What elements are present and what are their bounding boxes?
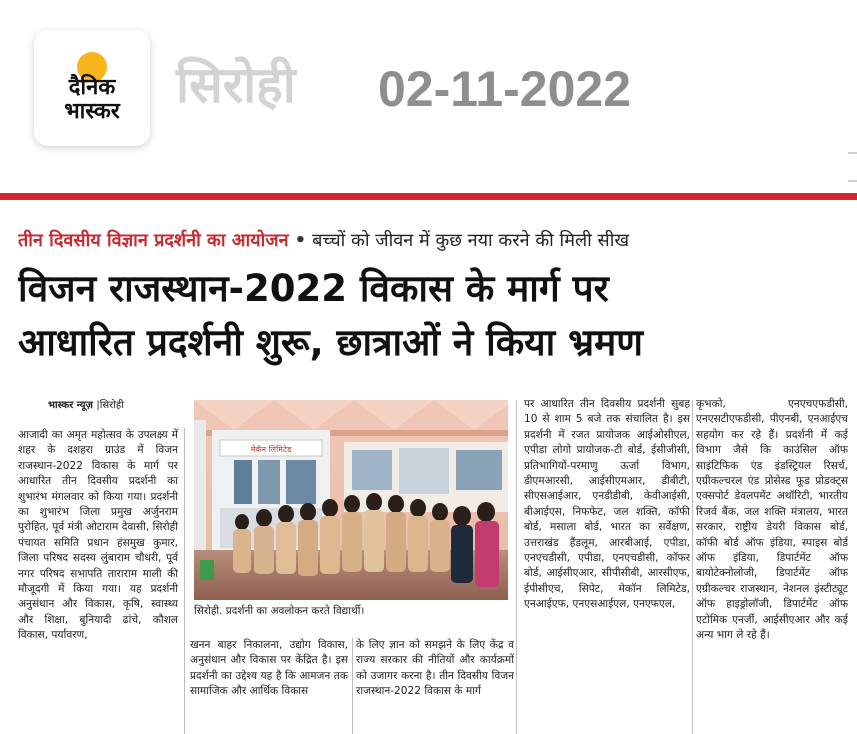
logo-line-1: दैनिक <box>68 75 116 100</box>
column-divider <box>352 638 353 734</box>
exhibition-photo <box>194 400 508 600</box>
column-divider <box>516 400 517 734</box>
headline <box>18 262 848 370</box>
byline-divider: | <box>96 400 100 411</box>
column-divider <box>184 428 185 734</box>
masthead-divider <box>0 193 857 200</box>
headline-line-2: आधारित प्रदर्शनी शुरू, छात्राओं ने किया भ्रमण <box>18 321 643 364</box>
article-column-2: खनन बाहर निकालना, उद्योग विकास, अनुसंधान और विकास पर केंद्रित है। इस प्रदर्शनी का उद्देश्य यह है कि आमजन तक सामाजिक और आर्थिक विकास <box>190 639 348 698</box>
subhead: बच्चों को जीवन में कुछ नया करने की मिली सीख <box>312 230 630 251</box>
byline-agency: भास्कर न्यूज़ <box>48 400 93 411</box>
kicker-line <box>18 224 848 258</box>
byline-city: सिरोही <box>99 400 124 411</box>
booth-sign: मेकॅन लिमिटेड <box>250 445 292 454</box>
article-column-5: कृभको, एनएचएफडीसी, एनएसटीएफडीसी, पीएनबी, एनआईएच सहयोग कर रहे हैं। प्रदर्शनी में कई विभाग जैसे कि काउंसिल ऑफ साइंटिफिक एंड इंडस्ट्रियल रिसर्च, एग्रीकल्चरल एंड प्रोसेस्ड फूड प्रोडक्ट्स एक्सपोर्ट डेवलपमेंट अथॉरिटी, भारतीय रिजर्व बैंक, जल शक्ति मंत्रालय, भारत सरकार, राष्ट्रीय डेयरी विकास बोर्ड, कॉफी बोर्ड ऑफ इंडिया, स्पाइस बोर्ड ऑफ इंडिया, डिपार्टमेंट ऑफ बायोटेक्नोलोजी, डिपार्टमेंट ऑफ एग्रीकल्चर राजस्थान, नेशनल इंस्टीट्यूट ऑफ हाइड्रोलॉजी, डिपार्टमेंट ऑफ एटोमिक एनर्जी, आईसीएआर और कई अन्य भाग ले रहे हैं। <box>696 398 848 642</box>
headline-line-1: विजन राजस्थान-2022 विकास के मार्ग पर <box>18 267 609 310</box>
kicker-separator: • <box>294 230 307 251</box>
article-column-4: पर आधारित तीन दिवसीय प्रदर्शनी सुबह 10 से शाम 5 बजे तक संचालित है। इस प्रदर्शनी में रजत प्रायोजक आईओसीएल, एपीडा लोगो प्रायोजक-टी बोर्ड, ईसीजीसी, प्रतिभागियों-परमाणु ऊर्जा विभाग, डीएमआरसी, आईसीएमआर, डीबीटी, सीएसआईआर, एनडीडीबी, केवीआईसी, बीआईएस, निफफेट, जल शक्ति, कॉफी बोर्ड, मसाला बोर्ड, भारत का सर्वेक्षण, उत्तराखंड हैंडलूम, आरबीआई, एपीडा, एनएचडीसी, एपीडा, एनएचडीसी, कॉफर बोर्ड, आईसीएआर, सीपीसीबी, आरसीएफ, ईपीसीएच, सिपेट, मेकॉन लिमिटेड, एनआईएफ, एनएसआईएल, एनएफएल, <box>524 398 690 611</box>
edge-tick <box>848 180 857 182</box>
edge-tick <box>848 152 857 154</box>
exhibition-photo-illustration <box>194 400 508 600</box>
edition-city: सिरोही <box>176 56 296 114</box>
article-column-3: के लिए ज्ञान को समझने के लिए केंद्र व राज्य सरकार की नीतियों और कार्यक्रमों को उजागर करना है। तीन दिवसीय विजन राजस्थान-2022 विकास के मार्ग <box>356 639 514 698</box>
article-column-1: आजादी का अमृत महोत्सव के उपलक्ष्य में शहर के दशहरा ग्राउंड में विजन राजस्थान-2022 विकास के मार्ग पर आधारित तीन दिवसीय प्रदर्शनी का शुभारंभ मंगलवार को किया गया। प्रदर्शनी का शुभारंभ जिला प्रमुख अर्जुनराम पुरोहित, पूर्व मंत्री ओटाराम देवासी, सिरोही पंचायत समिति प्रधान हंसमुख कुमार, जिला परिषद सदस्य लुंबाराम चौधरी, पूर्व नगर परिषद सभापति ताराराम माली की मौजूदगी में किया गया। यह प्रदर्शनी अनुसंधान और विकास, कृषि, स्वास्थ्य और शिक्षा, बुनियादी ढांचे, कौशल विकास, पर्यावरण, <box>18 429 178 642</box>
photo-caption: सिरोही. प्रदर्शनी का अवलोकन करते विद्यार्थी। <box>194 605 365 617</box>
kicker: तीन दिवसीय विज्ञान प्रदर्शनी का आयोजन <box>18 230 289 251</box>
column-divider <box>692 400 693 734</box>
dainik-bhaskar-logo <box>34 30 150 146</box>
edition-date: 02-11-2022 <box>378 61 632 117</box>
byline <box>48 397 124 411</box>
logo-line-2: भास्कर <box>64 99 120 124</box>
